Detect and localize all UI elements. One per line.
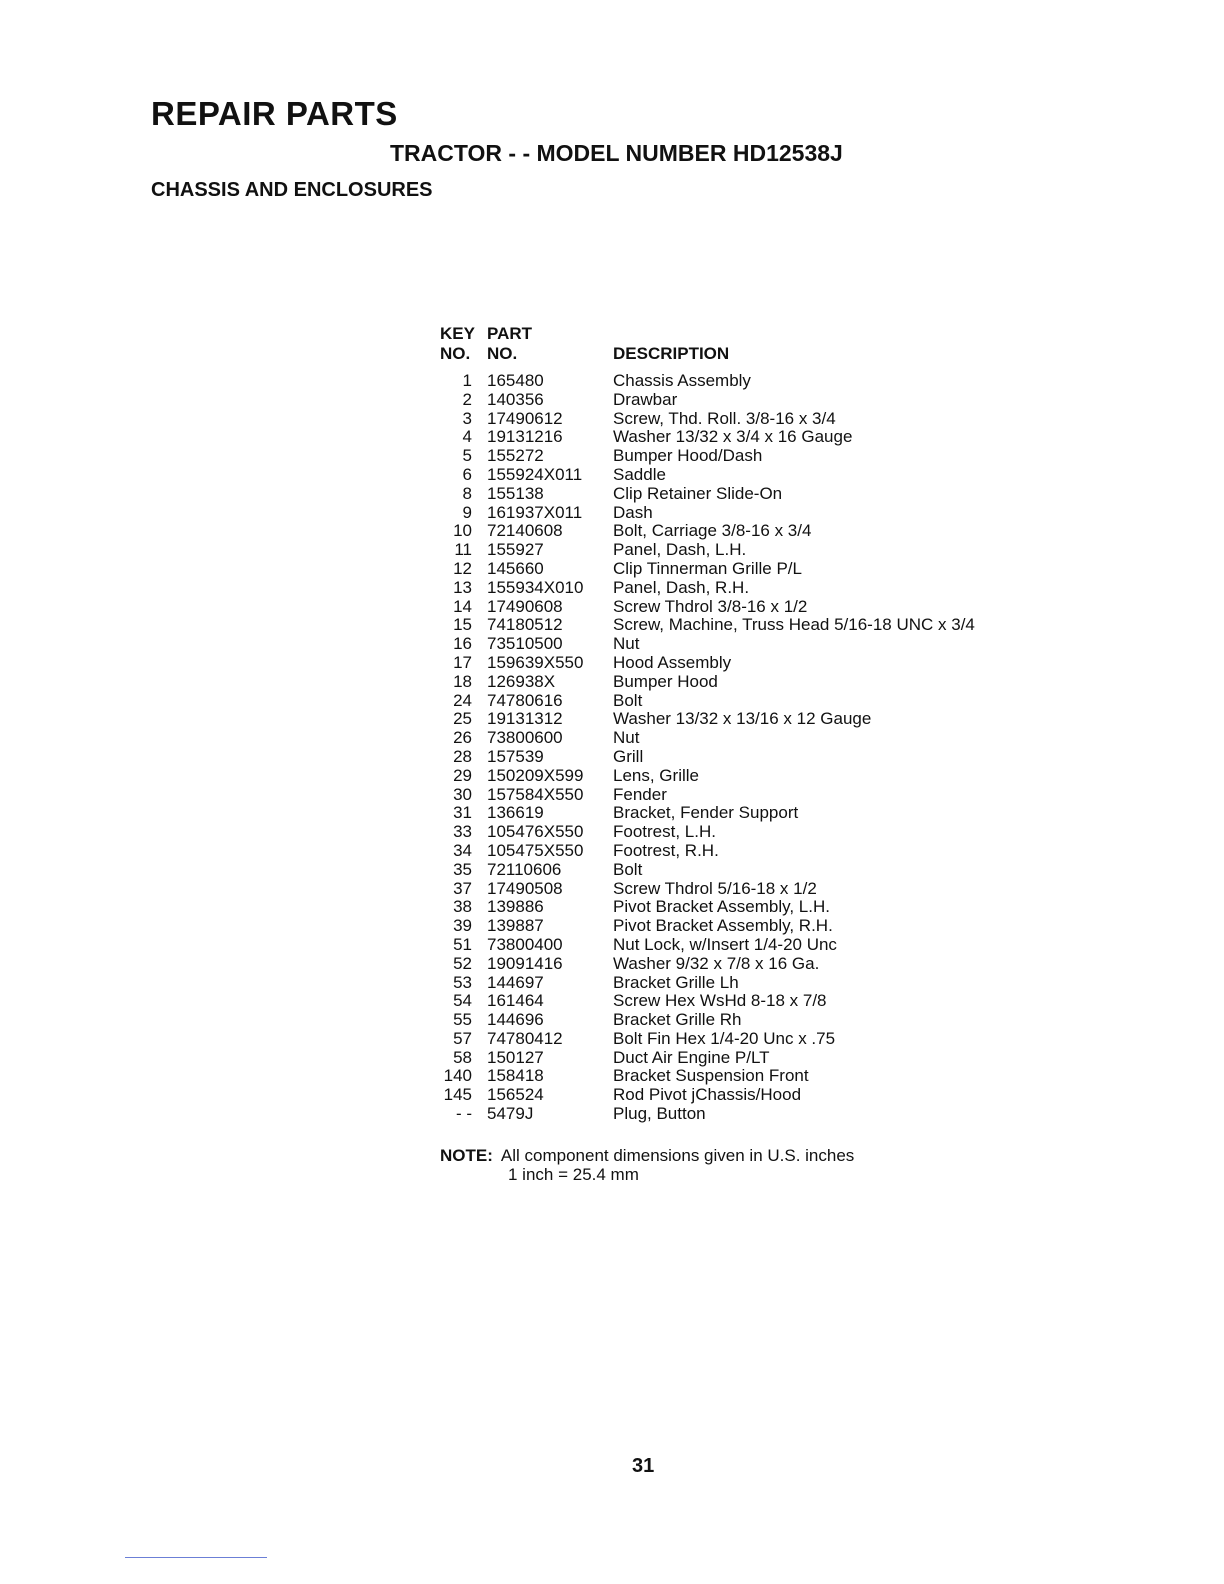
note [440,1146,854,1184]
part-no-cell: 145660 [487,558,544,578]
part-no-cell: 19131216 [487,427,563,447]
description-cell: Hood Assembly [613,652,732,672]
part-no-cell: 150209X599 [487,765,584,785]
page-title: REPAIR PARTS [151,95,398,132]
table-row [440,522,975,541]
key-no-cell: 31 [453,803,472,823]
table-row [440,428,975,447]
part-no-cell: 72110606 [487,859,562,879]
description-cell: Bolt Fin Hex 1/4-20 Unc x .75 [613,1028,836,1048]
description-cell: Plug, Button [613,1104,706,1124]
part-no-cell: 73800600 [487,728,563,748]
parts-list [440,372,975,1124]
key-no-cell: 29 [453,765,472,785]
part-no-cell: 155272 [487,446,544,466]
description-cell: Washer 13/32 x 13/16 x 12 Gauge [613,709,872,729]
part-no-cell: 126938X [487,671,556,691]
table-row [440,1086,975,1105]
table-row [440,372,975,391]
key-no-header [440,322,487,372]
note-label: NOTE: [440,1146,493,1165]
table-row [440,917,975,936]
key-no-cell: 51 [453,934,472,954]
description-cell: Duct Air Engine P/LT [613,1047,770,1067]
table-row [440,1105,975,1124]
table-row [440,579,975,598]
key-no-cell: 37 [453,878,472,898]
footer-rule [125,1557,267,1558]
part-no-cell: 156524 [487,1085,544,1105]
part-no-cell: 157584X550 [487,784,584,804]
part-no-cell: 155924X011 [487,464,583,484]
description-cell: Bracket Grille Lh [613,972,739,992]
key-no-cell: 34 [453,840,472,860]
description-cell: Screw Hex WsHd 8-18 x 7/8 [613,991,827,1011]
part-no-cell: 105476X550 [487,822,584,842]
description-cell: Saddle [613,464,666,484]
key-no-cell: 2 [462,389,472,409]
key-no-cell: 140 [443,1066,472,1086]
key-no-cell: 4 [462,427,472,447]
table-row [440,748,975,767]
key-no-cell: 33 [453,822,472,842]
key-no-cell: 6 [462,464,472,484]
key-no-cell: 17 [453,652,472,672]
description-cell: Footrest, R.H. [613,840,719,860]
part-no-cell: 150127 [487,1047,544,1067]
description-cell: Dash [613,502,653,522]
description-cell: Chassis Assembly [613,371,751,390]
table-row [440,466,975,485]
model-heading: TRACTOR - - MODEL NUMBER HD12538J [390,140,843,166]
key-no-cell: 26 [453,728,472,748]
part-no-cell: 161464 [487,991,544,1011]
key-no-cell: 25 [453,709,472,729]
part-no-cell: 17490612 [487,408,563,428]
table-row [440,673,975,692]
key-no-cell: 58 [453,1047,472,1067]
part-no-cell: 140356 [487,389,544,409]
description-cell: Washer 9/32 x 7/8 x 16 Ga. [613,953,820,973]
section-heading: CHASSIS AND ENCLOSURES [151,179,433,201]
table-row [440,485,975,504]
parts-table [440,322,975,1124]
table-row [440,410,975,429]
key-no-cell: 35 [453,859,472,879]
key-no-cell: 30 [453,784,472,804]
description-cell: Nut [613,728,640,748]
table-row [440,710,975,729]
table-row [440,842,975,861]
table-row [440,598,975,617]
part-no-cell: 74180512 [487,615,563,635]
note-line1: All component dimensions given in U.S. inches [500,1146,855,1165]
part-no-cell: 74780616 [487,690,563,710]
table-row [440,955,975,974]
description-cell: Bracket Suspension Front [613,1066,809,1086]
part-no-cell: 19091416 [487,953,563,973]
part-no-cell: 155138 [487,483,544,503]
description-cell: Nut [613,634,640,654]
table-row [440,898,975,917]
table-row [440,692,975,711]
description-cell: Screw, Thd. Roll. 3/8-16 x 3/4 [613,408,836,428]
description-cell: Clip Retainer Slide-On [613,483,783,503]
part-no-header [487,322,613,372]
description-cell: Footrest, L.H. [613,822,716,842]
table-row [440,504,975,523]
part-no-cell: 165480 [487,371,544,390]
description-cell: Bumper Hood/Dash [613,446,763,466]
key-no-cell: 16 [453,634,472,654]
key-no-cell: 54 [453,991,472,1011]
description-cell: Bracket Grille Rh [613,1010,742,1030]
table-row [440,391,975,410]
part-no-cell: 72140608 [487,521,563,541]
key-no-cell: 53 [453,972,472,992]
description-cell: Washer 13/32 x 3/4 x 16 Gauge [613,427,853,447]
description-cell: Panel, Dash, L.H. [613,540,747,560]
description-cell: Clip Tinnerman Grille P/L [613,558,802,578]
key-header-line1: KEY [440,324,475,343]
part-no-cell: 155934X010 [487,577,584,597]
key-no-cell: 24 [453,690,472,710]
key-no-cell: 28 [453,746,472,766]
key-no-cell: 57 [453,1028,472,1048]
part-no-cell: 161937X011 [487,502,583,522]
part-no-cell: 139886 [487,897,544,917]
part-no-cell: 155927 [487,540,544,560]
table-row [440,635,975,654]
description-cell: Grill [613,746,644,766]
key-no-cell: 38 [453,897,472,917]
key-no-cell: 15 [453,615,472,635]
description-cell: Screw, Machine, Truss Head 5/16-18 UNC x 3/4 [613,615,975,635]
part-no-cell: 17490608 [487,596,563,616]
key-no-cell: 9 [462,502,472,522]
key-no-cell: 52 [453,953,472,973]
description-cell: Bumper Hood [613,671,718,691]
table-row [440,1049,975,1068]
key-no-cell: 145 [443,1085,472,1105]
part-no-cell: 73510500 [487,634,563,654]
part-header-line1: PART [487,324,533,343]
table-row [440,823,975,842]
part-no-cell: 159639X550 [487,652,584,672]
part-header-line2: NO. [487,344,518,363]
description-cell: Pivot Bracket Assembly, R.H. [613,916,833,936]
table-row [440,447,975,466]
table-row [440,541,975,560]
key-no-cell: 39 [453,916,472,936]
table-row [440,974,975,993]
part-no-cell: 157539 [487,746,544,766]
description-cell: Rod Pivot jChassis/Hood [613,1085,802,1105]
part-no-cell: 144696 [487,1010,544,1030]
table-row [440,654,975,673]
table-row [440,1011,975,1030]
table-row [440,560,975,579]
note-line2: 1 inch = 25.4 mm [508,1165,639,1184]
description-cell: Drawbar [613,389,678,409]
part-no-cell: 139887 [487,916,544,936]
description-cell: Pivot Bracket Assembly, L.H. [613,897,830,917]
key-no-cell: 18 [453,671,472,691]
table-header-row [440,322,975,372]
part-no-cell: 105475X550 [487,840,584,860]
key-no-cell: 10 [453,521,472,541]
key-header-line2: NO. [440,344,471,363]
table-row [440,804,975,823]
key-no-cell: 11 [454,540,472,560]
part-no-cell: 136619 [487,803,544,823]
description-cell: Lens, Grille [613,765,699,785]
description-cell: Panel, Dash, R.H. [613,577,750,597]
description-cell: Screw Thdrol 5/16-18 x 1/2 [613,878,817,898]
table-row [440,786,975,805]
table-row [440,1067,975,1086]
part-no-cell: 74780412 [487,1028,563,1048]
table-row [440,767,975,786]
description-cell: Bolt [613,690,643,710]
part-no-cell: 5479J [487,1104,534,1124]
part-no-cell: 19131312 [487,709,563,729]
table-row [440,936,975,955]
key-no-cell: 3 [462,408,472,428]
table-row [440,880,975,899]
description-cell: Fender [613,784,667,804]
table-row [440,992,975,1011]
key-no-cell: 8 [462,483,472,503]
description-cell: Bolt [613,859,643,879]
table-row [440,616,975,635]
description-header: DESCRIPTION [613,344,730,363]
page-number: 31 [632,1455,655,1477]
part-no-cell: 73800400 [487,934,563,954]
key-no-cell: 1 [462,371,472,390]
key-no-cell: 12 [453,558,472,578]
key-no-cell: 13 [453,577,472,597]
table-row [440,1030,975,1049]
key-no-cell: 55 [453,1010,472,1030]
description-cell: Bolt, Carriage 3/8-16 x 3/4 [613,521,812,541]
part-no-cell: 17490508 [487,878,563,898]
table-row [440,729,975,748]
table-row [440,861,975,880]
key-no-cell: - - [455,1104,472,1124]
description-cell: Screw Thdrol 3/8-16 x 1/2 [613,596,808,616]
description-cell: Nut Lock, w/Insert 1/4-20 Unc [613,934,837,954]
key-no-cell: 5 [462,446,472,466]
part-no-cell: 158418 [487,1066,544,1086]
part-no-cell: 144697 [487,972,544,992]
key-no-cell: 14 [453,596,472,616]
description-cell: Bracket, Fender Support [613,803,799,823]
